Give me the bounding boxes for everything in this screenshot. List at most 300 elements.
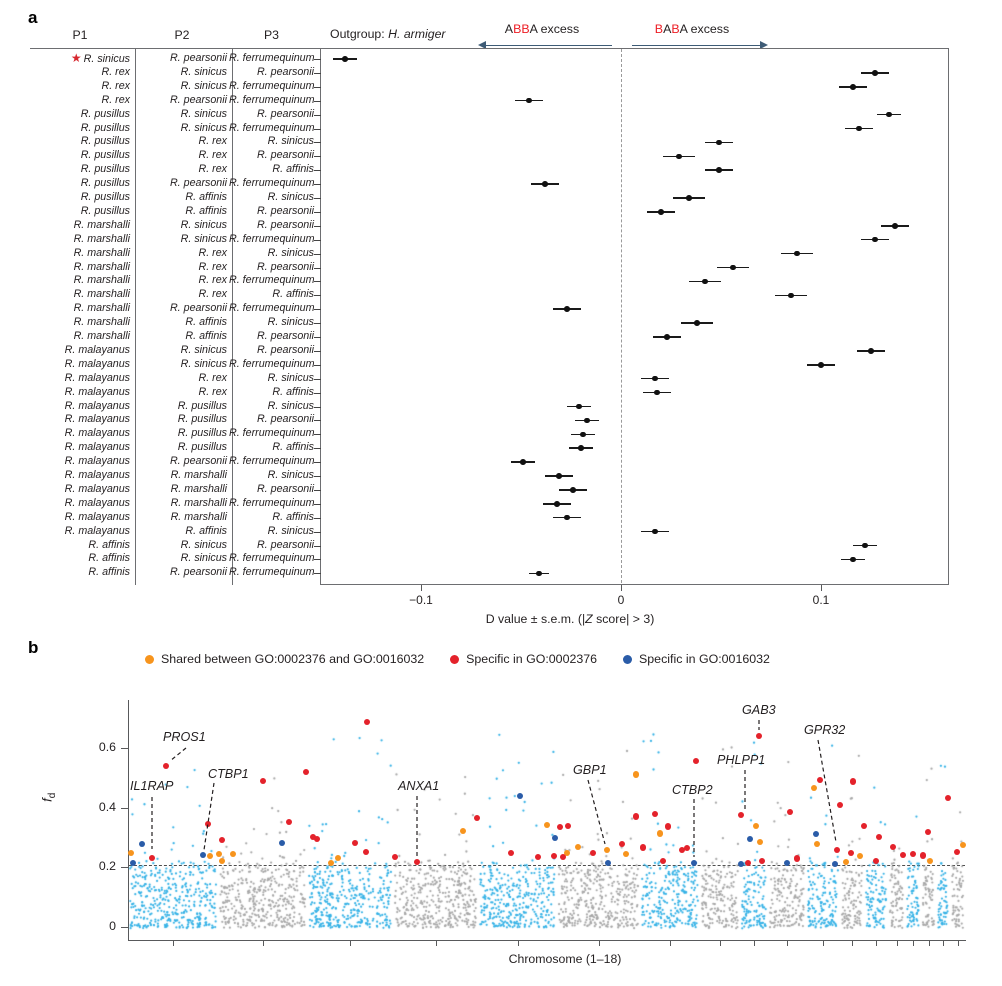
data-point [564, 306, 570, 312]
data-point [850, 557, 856, 563]
trio-p2 [137, 316, 227, 330]
trio-p3 [229, 191, 314, 205]
trio-p3 [229, 511, 314, 525]
trio-p2 [137, 441, 227, 455]
trio-p2 [137, 469, 227, 483]
data-point [658, 209, 664, 215]
go-candidate-point [660, 858, 666, 864]
species-name: R. pearsonii [256, 65, 314, 78]
species-name: R. pusillus [80, 135, 130, 148]
species-name: R. rex [101, 79, 130, 92]
excess-suffix: excess [687, 22, 730, 36]
legend-item [623, 652, 770, 666]
trio-p2 [137, 413, 227, 427]
species-name: R. malayanus [64, 482, 130, 495]
species-name: R. rex [101, 65, 130, 78]
trio-p1 [30, 205, 130, 219]
trio-p3 [229, 149, 314, 163]
go-candidate-point [544, 822, 550, 828]
trio-p2 [137, 302, 227, 316]
species-name: R. marshalli [170, 496, 227, 509]
species-name: R. rex [198, 163, 227, 176]
go-candidate-point [787, 809, 793, 815]
data-point [580, 432, 586, 438]
trio-p1 [30, 441, 130, 455]
species-name: R. pusillus [80, 191, 130, 203]
gene-label-PROS1: PROS1 [163, 730, 206, 744]
row-tick [314, 518, 321, 519]
species-name: R. ferrumequinum [229, 177, 315, 190]
species-name: R. pearsonii [169, 52, 227, 64]
go-candidate-point [665, 823, 671, 829]
species-name: R. pearsonii [256, 538, 314, 551]
trio-p2 [137, 330, 227, 344]
go-candidate-point [657, 830, 663, 836]
species-name: R. marshalli [73, 288, 130, 301]
trio-p3 [229, 552, 314, 566]
gene-label-IL1RAP: IL1RAP [130, 779, 174, 793]
gene-point-IL1RAP [149, 855, 155, 861]
trio-p3 [229, 274, 314, 288]
species-name: R. pearsonii [256, 260, 314, 273]
legend-dot-icon [623, 655, 632, 664]
chromosome-tick [958, 940, 959, 946]
excess-letter: A [529, 22, 538, 36]
trio-p3 [229, 358, 314, 372]
species-name: R. pusillus [177, 399, 227, 412]
species-name: R. affinis [88, 566, 130, 579]
go-candidate-point [784, 860, 790, 866]
trio-p3 [229, 122, 314, 136]
species-name: R. malayanus [64, 343, 130, 356]
chromosome-tick [518, 940, 519, 946]
species-name: R. affinis [88, 538, 130, 551]
trio-p3 [229, 135, 314, 149]
chromosome-tick [823, 940, 824, 946]
trio-p3 [229, 163, 314, 177]
species-name: R. rex [198, 288, 227, 301]
trio-p2 [137, 566, 227, 580]
data-point [554, 501, 560, 507]
species-name: R. pusillus [80, 177, 130, 190]
row-tick [314, 559, 321, 560]
chromosome-tick [263, 940, 264, 946]
data-point [542, 181, 548, 187]
species-name: R. affinis [272, 441, 314, 454]
species-name: R. sinicus [267, 135, 314, 148]
outgroup-label [330, 27, 446, 41]
species-name: R. malayanus [64, 427, 130, 440]
data-point [702, 279, 708, 285]
gene-point-CTBP2 [691, 860, 697, 866]
species-name: R. ferrumequinum [229, 302, 315, 315]
trio-p3 [229, 261, 314, 275]
trio-p2 [137, 191, 227, 205]
trio-p3 [229, 483, 314, 497]
row-tick [314, 73, 321, 74]
trio-p3 [229, 108, 314, 122]
excess-letter: B [654, 22, 664, 36]
species-name: R. malayanus [64, 510, 130, 523]
go-candidate-point [876, 834, 882, 840]
trio-p1 [30, 469, 130, 483]
species-name: R. marshalli [73, 218, 130, 231]
panel-b-y-axis-title: $f_d$ [39, 792, 58, 802]
y-tick [121, 748, 128, 749]
trio-p3 [229, 247, 314, 261]
row-tick [314, 212, 321, 213]
panel-b-letter: b [28, 638, 39, 657]
species-name: R. malayanus [64, 385, 130, 398]
species-name: R. marshalli [170, 469, 227, 481]
gene-point-CTBP1 [200, 852, 206, 858]
species-name: R. sinicus [180, 552, 227, 565]
gene-label-CTBP2: CTBP2 [672, 783, 713, 797]
legend-dot-icon [145, 655, 154, 664]
row-tick [314, 420, 321, 421]
trio-p3 [229, 219, 314, 233]
species-name: R. sinicus [180, 65, 227, 78]
panel-a-letter: a [28, 8, 38, 27]
species-name: R. rex [198, 385, 227, 398]
row-tick [314, 268, 321, 269]
species-name: R. marshalli [73, 274, 130, 287]
chromosome-tick [350, 940, 351, 946]
trio-p2 [137, 511, 227, 525]
row-tick [314, 254, 321, 255]
row-tick [314, 240, 321, 241]
species-name: R. ferrumequinum [229, 52, 315, 64]
trio-p1 [30, 247, 130, 261]
trio-p1 [30, 52, 130, 67]
chromosome-tick [599, 940, 600, 946]
legend-item [145, 652, 424, 666]
column-header-p2: P2 [174, 28, 190, 42]
row-tick [314, 198, 321, 199]
trio-p1 [30, 511, 130, 525]
row-tick [314, 323, 321, 324]
data-point [716, 167, 722, 173]
trio-p1 [30, 191, 130, 205]
trio-p2 [137, 66, 227, 80]
species-name: R. marshalli [73, 246, 130, 259]
trio-p1 [30, 135, 130, 149]
go-candidate-point [575, 844, 581, 850]
species-name: R. rex [198, 149, 227, 162]
trio-p1 [30, 455, 130, 469]
trio-p2 [137, 455, 227, 469]
data-point [686, 195, 692, 201]
trio-p3 [229, 525, 314, 539]
species-name: R. ferrumequinum [229, 93, 315, 106]
species-name: R. marshalli [73, 330, 130, 342]
trio-p1 [30, 483, 130, 497]
data-point [536, 571, 542, 577]
species-name: R. malayanus [64, 357, 130, 370]
trio-p2 [137, 427, 227, 441]
data-point [694, 320, 700, 326]
y-tick-label: 0.6 [98, 740, 116, 755]
trio-p3 [229, 316, 314, 330]
x-tick-label: −0.1 [409, 593, 433, 607]
trio-p3 [229, 539, 314, 553]
trio-p3 [229, 205, 314, 219]
gene-label-GPR32: GPR32 [804, 723, 846, 737]
species-name: R. sinicus [180, 538, 227, 551]
trio-p1 [30, 552, 130, 566]
species-name: R. marshalli [170, 482, 227, 495]
species-name: R. pearsonii [256, 343, 314, 356]
species-name: R. sinicus [180, 343, 227, 356]
trio-p2 [137, 525, 227, 539]
species-name: R. rex [198, 246, 227, 259]
trio-p1 [30, 274, 130, 288]
species-name: R. ferrumequinum [229, 552, 315, 565]
species-name: R. pusillus [177, 427, 227, 440]
gene-label-GBP1: GBP1 [573, 763, 607, 777]
species-name: R. pearsonii [256, 413, 314, 426]
species-name: R. affinis [185, 330, 227, 342]
trio-p2 [137, 233, 227, 247]
trio-p1 [30, 66, 130, 80]
column-header-p3: P3 [263, 28, 280, 42]
go-candidate-point [474, 815, 480, 821]
go-candidate-point [794, 855, 800, 861]
excess-letter: A [679, 22, 688, 36]
go-candidate-point [560, 854, 566, 860]
species-name: R. malayanus [64, 524, 130, 537]
trio-p3 [229, 497, 314, 511]
x-tick [621, 585, 622, 591]
go-candidate-point [633, 771, 639, 777]
species-name: R. ferrumequinum [229, 121, 315, 134]
species-name: R. marshalli [73, 302, 130, 315]
y-tick-label: 0.4 [98, 799, 116, 814]
row-tick [314, 351, 321, 352]
row-tick [314, 448, 321, 449]
trio-p3 [229, 302, 314, 316]
abba-excess-label [477, 22, 607, 36]
row-tick [314, 115, 321, 116]
trio-p2 [137, 274, 227, 288]
x-tick [821, 585, 822, 591]
trio-p1 [30, 400, 130, 414]
legend-dot-icon [450, 655, 459, 664]
trio-p1 [30, 539, 130, 553]
species-name: R. pusillus [80, 121, 130, 134]
trio-p2 [137, 539, 227, 553]
species-name: R. malayanus [64, 469, 130, 481]
species-name: R. marshalli [73, 260, 130, 273]
trio-p2 [137, 400, 227, 414]
trio-p1 [30, 525, 130, 539]
go-candidate-point [139, 841, 145, 847]
species-name: R. rex [101, 93, 130, 106]
species-name: R. sinicus [267, 191, 314, 203]
trio-p2 [137, 94, 227, 108]
trio-p3 [229, 288, 314, 302]
row-tick [314, 101, 321, 102]
row-tick [314, 532, 321, 533]
trio-p2 [137, 344, 227, 358]
chromosome-tick [876, 940, 877, 946]
go-candidate-point [890, 844, 896, 850]
row-tick [314, 546, 321, 547]
chromosome-tick [720, 940, 721, 946]
species-name: R. sinicus [180, 121, 227, 134]
zero-reference-line [621, 49, 622, 583]
trio-p1 [30, 80, 130, 94]
trio-p1 [30, 149, 130, 163]
outgroup-species: H. armiger [388, 27, 446, 41]
data-point [818, 362, 824, 368]
trio-p1 [30, 108, 130, 122]
row-tick [314, 337, 321, 338]
species-name: R. ferrumequinum [229, 496, 315, 509]
data-point [872, 70, 878, 76]
y-tick-label: 0 [109, 919, 116, 933]
species-name: R. ferrumequinum [229, 232, 315, 245]
trio-p2 [137, 261, 227, 275]
trio-p1 [30, 177, 130, 191]
excess-letter: A [663, 22, 672, 36]
go-candidate-point [811, 785, 817, 791]
trio-p2 [137, 205, 227, 219]
species-name: R. ferrumequinum [229, 357, 315, 370]
trio-p2 [137, 52, 227, 66]
trio-p2 [137, 219, 227, 233]
y-tick [121, 808, 128, 809]
species-name: R. sinicus [83, 53, 130, 65]
species-name: R. rex [198, 371, 227, 384]
row-tick [314, 476, 321, 477]
trio-p3 [229, 372, 314, 386]
trio-p2 [137, 177, 227, 191]
legend-label: Specific in GO:0016032 [639, 652, 770, 666]
gene-label-ANXA1: ANXA1 [398, 779, 440, 793]
data-point [676, 154, 682, 160]
species-name: R. pearsonii [169, 566, 227, 579]
species-name: R. rex [198, 135, 227, 148]
trio-p2 [137, 108, 227, 122]
trio-p1 [30, 358, 130, 372]
species-name: R. pusillus [80, 149, 130, 162]
row-tick [314, 309, 321, 310]
species-name: R. pearsonii [256, 330, 314, 342]
trio-p2 [137, 497, 227, 511]
excess-letter: A [504, 22, 514, 36]
data-point [850, 84, 856, 90]
trio-p1 [30, 163, 130, 177]
trio-p1 [30, 372, 130, 386]
species-name: R. malayanus [64, 496, 130, 509]
species-name: R. affinis [272, 163, 314, 176]
trio-p1 [30, 386, 130, 400]
gene-label-CTBP1: CTBP1 [208, 767, 249, 781]
trio-p3 [229, 94, 314, 108]
go-candidate-point [517, 793, 523, 799]
trio-p3 [229, 413, 314, 427]
row-tick [314, 573, 321, 574]
trio-p2 [137, 483, 227, 497]
species-name: R. malayanus [64, 413, 130, 426]
trio-p2 [137, 163, 227, 177]
x-tick-label: 0.1 [812, 593, 830, 607]
species-name: R. pearsonii [169, 177, 227, 190]
species-name: R. ferrumequinum [229, 274, 315, 287]
species-name: R. affinis [272, 288, 314, 301]
legend-label: Shared between GO:0002376 and GO:0016032 [161, 652, 425, 666]
focal-trio-star-icon: ★ [70, 51, 82, 65]
species-name: R. malayanus [64, 455, 130, 468]
row-tick [314, 462, 321, 463]
species-name: R. sinicus [180, 218, 227, 231]
trio-p3 [229, 455, 314, 469]
species-name: R. pearsonii [169, 455, 227, 468]
data-point [856, 126, 862, 132]
data-point [578, 445, 584, 451]
data-point [862, 543, 868, 549]
data-point [570, 487, 576, 493]
trio-p3 [229, 441, 314, 455]
trio-p3 [229, 177, 314, 191]
row-tick [314, 87, 321, 88]
data-point [664, 334, 670, 340]
panel-b-x-axis-title: Chromosome (1–18) [508, 952, 622, 966]
species-name: R. sinicus [267, 246, 314, 259]
species-name: R. affinis [185, 316, 227, 329]
trio-p3 [229, 469, 314, 483]
go-candidate-point [130, 860, 136, 866]
row-tick [314, 156, 321, 157]
gene-point-PHLPP1 [738, 812, 744, 818]
row-tick [314, 184, 321, 185]
trio-p1 [30, 233, 130, 247]
trio-p3 [229, 66, 314, 80]
species-name: R. sinicus [267, 469, 314, 481]
row-tick [314, 407, 321, 408]
chromosome-tick [173, 940, 174, 946]
y-tick [121, 867, 128, 868]
row-tick [314, 281, 321, 282]
x-tick-label: 0 [617, 593, 625, 607]
species-name: R. sinicus [180, 79, 227, 92]
species-name: R. ferrumequinum [229, 566, 315, 579]
trio-p2 [137, 372, 227, 386]
trio-p2 [137, 149, 227, 163]
trio-p3 [229, 566, 314, 580]
species-name: R. rex [198, 260, 227, 273]
species-name: R. pusillus [177, 413, 227, 426]
column-header-p1: P1 [72, 28, 88, 42]
baba-excess-label [627, 22, 757, 36]
trio-p1 [30, 302, 130, 316]
go-candidate-point [925, 829, 931, 835]
data-point [576, 404, 582, 410]
trio-p3 [229, 427, 314, 441]
species-name: R. malayanus [64, 441, 130, 454]
species-name: R. marshalli [73, 232, 130, 245]
go-candidate-point [640, 844, 646, 850]
data-point [788, 293, 794, 299]
data-point [520, 459, 526, 465]
species-name: R. marshalli [73, 316, 130, 329]
trio-p2 [137, 247, 227, 261]
species-name: R. affinis [185, 191, 227, 203]
trio-p3 [229, 330, 314, 344]
legend-label: Specific in GO:0002376 [466, 652, 598, 666]
go-candidate-point [328, 860, 334, 866]
